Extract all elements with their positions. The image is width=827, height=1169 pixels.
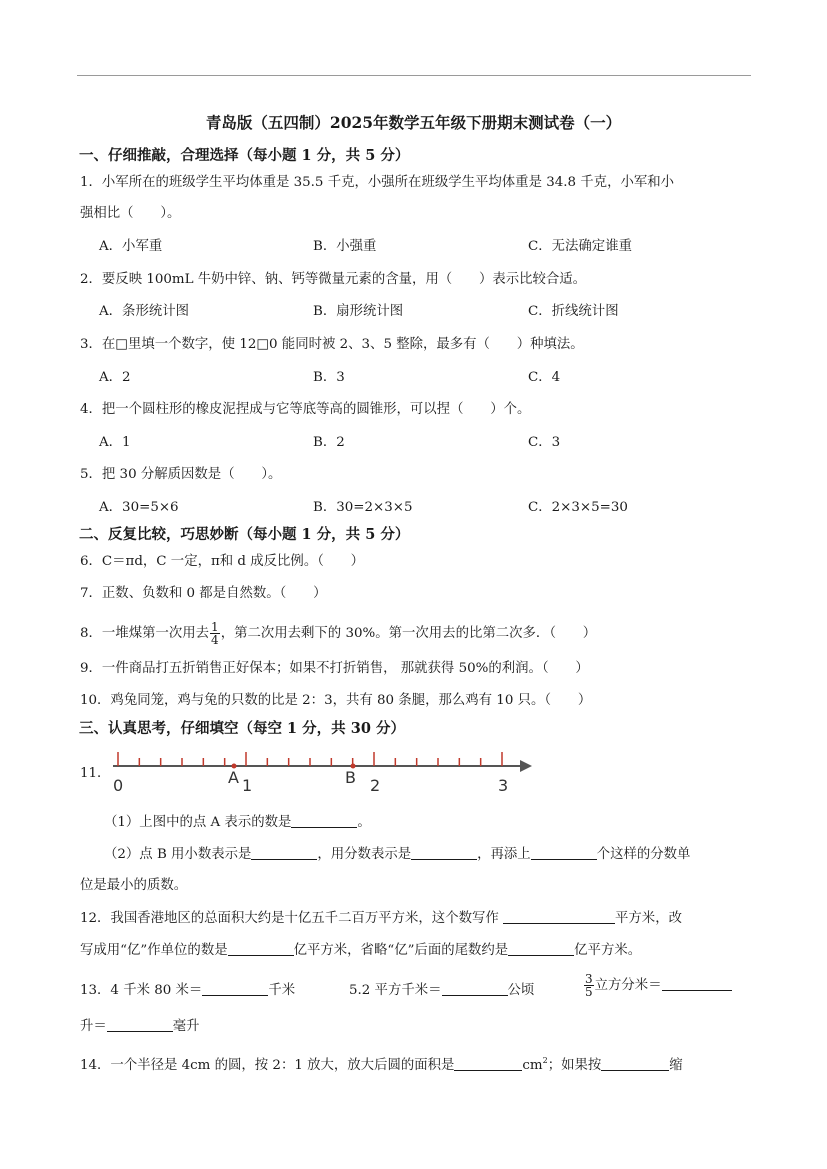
q3-option-c: C．4 xyxy=(528,370,561,385)
q8-fraction: $\frac{1}{4}$ xyxy=(211,620,219,647)
q5-option-b: B．30=2×3×5 xyxy=(313,500,413,515)
q2-text: 2．要反映 100mL 牛奶中锌、钠、钙等微量元素的含量，用（ ）表示比较合适。 xyxy=(80,272,587,287)
q13-part3: $\frac{3}{5}$ 立方分米＝ xyxy=(583,973,732,998)
q13-fraction: $\frac{3}{5}$ xyxy=(585,972,593,999)
q11-part2-blank-count[interactable] xyxy=(531,845,597,860)
q12-blank-approx[interactable] xyxy=(508,941,574,956)
q2-option-b: B．扇形统计图 xyxy=(313,304,404,319)
section-1-heading: 一、仔细推敲，合理选择（每小题 1 分，共 5 分） xyxy=(79,147,410,164)
number-line-ticks xyxy=(118,752,502,766)
q11-part1: （1）上图中的点 A 表示的数是 。 xyxy=(104,815,371,830)
number-line-label-a: A xyxy=(228,768,239,787)
q12-blank-yi[interactable] xyxy=(228,941,294,956)
q3-option-b: B．3 xyxy=(313,370,345,385)
page-title: 青岛版（五四制）2025年数学五年级下册期末测试卷（一） xyxy=(205,113,622,132)
q9-text: 9．一件商品打五折销售正好保本；如果不打折销售， 那就获得 50%的利润。（ ） xyxy=(80,661,589,676)
q2-option-a: A．条形统计图 xyxy=(99,304,190,319)
q4-text: 4．把一个圆柱形的橡皮泥捏成与它等底等高的圆锥形，可以捏（ ）个。 xyxy=(80,402,531,417)
q3-option-a: A．2 xyxy=(99,370,131,385)
q13-blank-ml[interactable] xyxy=(107,1017,173,1032)
q11-part2-blank-decimal[interactable] xyxy=(251,845,317,860)
q11-part2-line2: 位是最小的质数。 xyxy=(80,878,188,893)
q6-text: 6．C＝πd，C 一定，π和 d 成反比例。（ ） xyxy=(80,554,365,569)
q11-part2-blank-fraction[interactable] xyxy=(411,845,477,860)
q1-option-a: A．小军重 xyxy=(99,239,163,254)
q8-text-post: ，第二次用去剩下的 30%。第一次用去的比第二次多．（ ） xyxy=(220,626,597,641)
q4-option-b: B．2 xyxy=(313,435,345,450)
q13-blank-liter[interactable] xyxy=(662,976,732,991)
q1-option-c: C．无法确定谁重 xyxy=(528,239,632,254)
q1-text-line1: 1．小军所在的班级学生平均体重是 35.5 千克，小强所在班级学生平均体重是 34.8 千克，小军和小 xyxy=(80,175,675,190)
q12-blank-number[interactable] xyxy=(503,909,615,924)
number-line-label-1: 1 xyxy=(242,776,253,795)
q1-option-b: B．小强重 xyxy=(313,239,377,254)
q4-option-a: A．1 xyxy=(99,435,131,450)
q4-option-c: C．3 xyxy=(528,435,561,450)
q14-blank-ratio[interactable] xyxy=(601,1056,669,1071)
q1-text-line2: 强相比（ ）。 xyxy=(80,206,181,221)
q5-text: 5．把 30 分解质因数是（ ）。 xyxy=(80,467,282,482)
q13-blank-km[interactable] xyxy=(202,981,268,996)
q14-blank-area[interactable] xyxy=(454,1056,522,1071)
q8-text-pre: 8．一堆煤第一次用去 xyxy=(80,626,210,641)
q8-text xyxy=(80,621,596,646)
q14-line1: 14．一个半径是 4cm 的圆，按 2：1 放大，放大后圆的面积是 $cm^2$；如果按 缩 xyxy=(80,1056,683,1073)
section-3-heading: 三、认真思考，仔细填空（每空 1 分，共 30 分） xyxy=(79,720,405,737)
q11-part2: （2）点 B 用小数表示是 ，用分数表示是 ，再添上 个这样的分数单 xyxy=(104,847,691,862)
number-line-label-0: 0 xyxy=(113,776,124,795)
q2-option-c: C．折线统计图 xyxy=(528,304,619,319)
q7-text: 7．正数、负数和 0 都是自然数。（ ） xyxy=(80,586,327,601)
q12-line2: 写成用“亿”作单位的数是 亿平方米，省略“亿”后面的尾数约是 亿平方米。 xyxy=(80,943,642,958)
number-line-label-3: 3 xyxy=(498,776,509,795)
q13-part1: 13．4 千米 80 米＝ 千米 xyxy=(80,983,296,998)
q12-line1: 12．我国香港地区的总面积大约是十亿五千二百万平方米，这个数写作 平方米，改 xyxy=(80,911,682,926)
q13-part2: 5.2 平方千米＝ 公顷 xyxy=(349,983,535,998)
number-line-arrow xyxy=(520,760,532,772)
q13-line2: 升＝ 毫升 xyxy=(80,1019,200,1034)
q11-number: 11． xyxy=(80,766,111,781)
section-2-heading: 二、反复比较，巧思妙断（每小题 1 分，共 5 分） xyxy=(79,526,410,543)
q5-option-c: C．2×3×5=30 xyxy=(528,500,628,515)
q10-text: 10．鸡兔同笼，鸡与兔的只数的比是 2：3，共有 80 条腿，那么鸡有 10 只。（ ） xyxy=(80,693,592,708)
number-line-label-b: B xyxy=(345,768,356,787)
header-rule xyxy=(77,75,751,76)
number-line xyxy=(110,748,540,803)
q5-option-a: A．30=5×6 xyxy=(99,500,179,515)
q11-part1-blank[interactable] xyxy=(291,813,357,828)
number-line-label-2: 2 xyxy=(370,776,381,795)
q13-blank-hectare[interactable] xyxy=(442,981,508,996)
q3-text: 3．在□里填一个数字，使 12□0 能同时被 2、3、5 整除，最多有（ ）种填法。 xyxy=(80,337,584,352)
